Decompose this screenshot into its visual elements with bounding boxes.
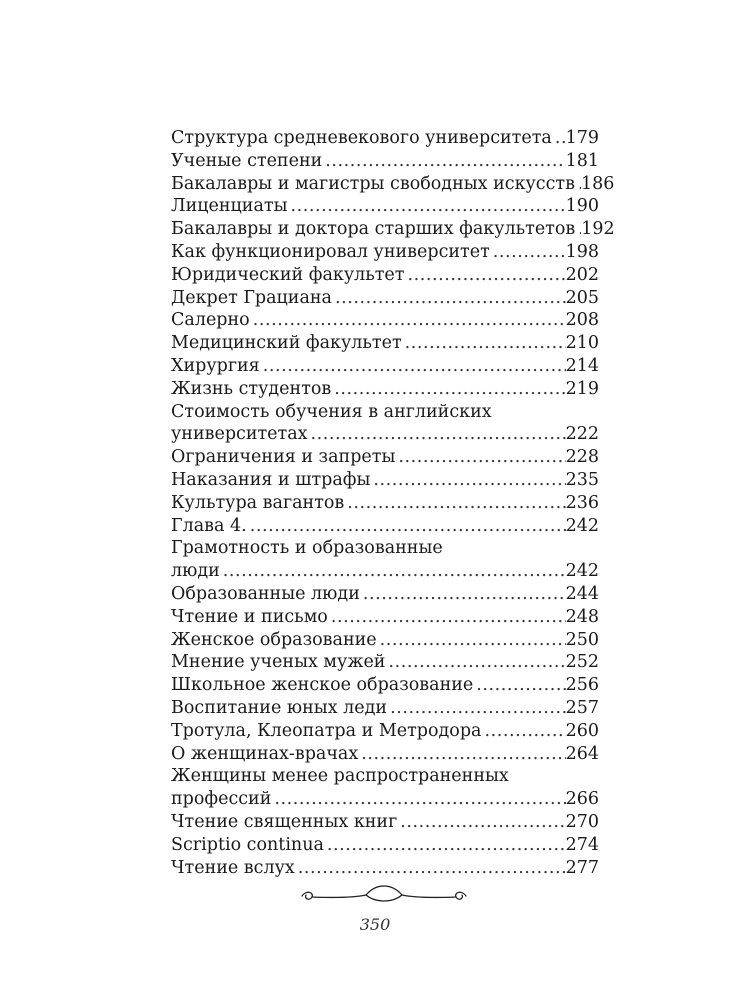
toc-entry-title: Чтение вслух — [171, 857, 295, 878]
dot-leader — [385, 651, 565, 674]
toc-entry-page: 190 — [565, 196, 599, 217]
toc-entry-page: 244 — [565, 583, 599, 604]
toc-entry-page: 242 — [565, 561, 599, 582]
dot-leader — [397, 811, 565, 834]
toc-entry-title: Как функционировал университет — [171, 241, 490, 262]
toc-entry-page: 202 — [565, 264, 599, 285]
toc-entry-title: Бакалавры и магистры свободных искусств — [171, 173, 575, 194]
toc-entry — [171, 629, 599, 652]
dot-leader — [344, 492, 565, 515]
dot-leader — [324, 834, 566, 857]
dot-leader — [395, 446, 565, 469]
toc-entry-page: 179 — [565, 128, 599, 148]
dot-leader — [328, 606, 566, 629]
toc-entry — [171, 378, 599, 401]
toc-entry-page: 274 — [565, 834, 599, 855]
toc-entry-title-line: Грамотность и образованные — [171, 538, 443, 559]
toc-entry-page: 260 — [565, 720, 599, 741]
toc-entry-title-line: Стоимость обучения в английских — [171, 401, 492, 422]
toc-entry-page: 198 — [565, 241, 599, 262]
dot-leader — [490, 241, 566, 264]
toc-entry-title: Мнение ученых мужей — [171, 652, 386, 673]
toc-entry-page: 264 — [565, 743, 599, 764]
toc-entry-title: университетах — [171, 424, 308, 445]
dot-leader — [295, 857, 566, 880]
toc-entry — [171, 515, 599, 538]
toc-entry-page: 208 — [565, 310, 599, 331]
dot-leader — [322, 150, 565, 173]
toc-entry-title-line: Женщины менее распространенных — [171, 766, 509, 787]
toc-entry-page: 210 — [565, 333, 599, 354]
dot-leader — [473, 674, 565, 697]
toc-entry-title: Лиценциаты — [171, 196, 288, 217]
toc-entry-page: 228 — [565, 447, 599, 468]
toc-entry — [171, 446, 599, 469]
toc-entry-page: 186 — [580, 173, 615, 194]
toc-entry-page: 222 — [565, 424, 599, 445]
toc-entry — [171, 332, 599, 355]
flourish-ornament-icon — [296, 880, 472, 910]
toc-entry — [171, 355, 599, 378]
toc-entry-title: Хирургия — [171, 355, 260, 376]
toc-entry — [171, 150, 599, 173]
toc-entry — [171, 811, 599, 834]
dot-leader — [552, 127, 566, 150]
toc-entry — [171, 423, 599, 446]
toc-entry — [171, 218, 615, 241]
page-footer — [0, 880, 750, 940]
dot-leader — [260, 355, 566, 378]
toc-entry-title: Салерно — [171, 310, 250, 331]
toc-entry — [171, 743, 599, 766]
toc-entry — [171, 720, 599, 743]
toc-entry-title: Ученые степени — [171, 150, 323, 171]
page-number: 350 — [359, 915, 391, 934]
toc-entry-page: 219 — [565, 378, 599, 399]
dot-leader — [308, 423, 566, 446]
dot-leader — [404, 264, 565, 287]
toc-entry — [171, 241, 599, 264]
dot-leader — [331, 378, 565, 401]
toc-entry-page: 257 — [565, 697, 599, 718]
toc-entry — [171, 606, 599, 629]
toc-entry — [171, 492, 599, 515]
toc-entry-page: 277 — [565, 857, 599, 878]
dot-leader — [247, 515, 566, 538]
toc-entry — [171, 195, 599, 218]
toc-entry — [171, 560, 599, 583]
toc-entry-title: Ограничения и запреты — [171, 447, 396, 468]
dot-leader — [271, 788, 565, 811]
toc-entry-title: профессий — [171, 789, 272, 810]
table-of-contents — [171, 127, 615, 879]
toc-entry — [171, 287, 599, 310]
toc-entry — [171, 651, 599, 674]
toc-entry-title: Структура средневекового университета — [171, 128, 552, 148]
toc-entry — [171, 127, 599, 150]
toc-entry-title: Декрет Грациана — [171, 287, 332, 308]
toc-entry-title: Чтение и письмо — [171, 606, 328, 627]
toc-entry-page: 235 — [565, 469, 599, 490]
dot-leader — [370, 469, 565, 492]
toc-entry — [171, 788, 599, 811]
toc-entry-page: 250 — [565, 629, 599, 650]
dot-leader — [387, 697, 566, 720]
toc-entry-title: Наказания и штрафы — [171, 469, 371, 490]
toc-entry-title: Воспитание юных леди — [171, 697, 388, 718]
dot-leader — [288, 195, 566, 218]
toc-entry-page: 181 — [565, 150, 599, 171]
toc-entry — [171, 309, 599, 332]
toc-entry-title: Жизнь студентов — [171, 378, 332, 399]
toc-entry-title: Культура вагантов — [171, 492, 345, 513]
toc-entry — [171, 264, 599, 287]
dot-leader — [250, 309, 566, 332]
toc-entry-page: 248 — [565, 606, 599, 627]
dot-leader — [360, 583, 566, 606]
toc-entry-page: 256 — [565, 675, 599, 696]
dot-leader — [377, 629, 566, 652]
toc-entry — [171, 583, 599, 606]
dot-leader — [481, 720, 565, 743]
dot-leader — [358, 743, 565, 766]
toc-entry — [171, 697, 599, 720]
toc-entry-title: О женщинах-врачах — [171, 743, 359, 764]
toc-entry-title: Бакалавры и доктора старших факультетов — [171, 219, 576, 240]
toc-entry — [171, 469, 599, 492]
toc-entry-page: 205 — [565, 287, 599, 308]
toc-entry — [171, 173, 615, 196]
dot-leader — [220, 560, 566, 583]
dot-leader — [402, 332, 566, 355]
toc-entry-title: Глава 4. — [171, 515, 247, 536]
toc-entry-page: 214 — [565, 355, 599, 376]
toc-entry-page: 266 — [565, 789, 599, 810]
toc-entry-title: Школьное женское образование — [171, 675, 474, 696]
toc-entry-title: Scriptio continua — [171, 834, 324, 855]
toc-entry-page: 192 — [581, 219, 615, 240]
toc-entry — [171, 834, 599, 857]
toc-entry-title: Образованные люди — [171, 583, 360, 604]
toc-entry-title: Женское образование — [171, 629, 377, 650]
dot-leader — [332, 287, 566, 310]
toc-entry-title: люди — [171, 561, 220, 582]
toc-entry — [171, 857, 599, 880]
toc-entry-page: 236 — [565, 492, 599, 513]
toc-entry-title: Тротула, Клеопатра и Метродора — [171, 720, 482, 741]
toc-entry-title: Чтение священных книг — [171, 811, 398, 832]
toc-entry-page: 252 — [565, 652, 599, 673]
toc-entry-page: 270 — [565, 811, 599, 832]
toc-entry — [171, 674, 599, 697]
toc-entry-page: 242 — [565, 515, 599, 536]
toc-entry-title: Медицинский факультет — [171, 333, 402, 354]
toc-entry-title: Юридический факультет — [171, 264, 405, 285]
